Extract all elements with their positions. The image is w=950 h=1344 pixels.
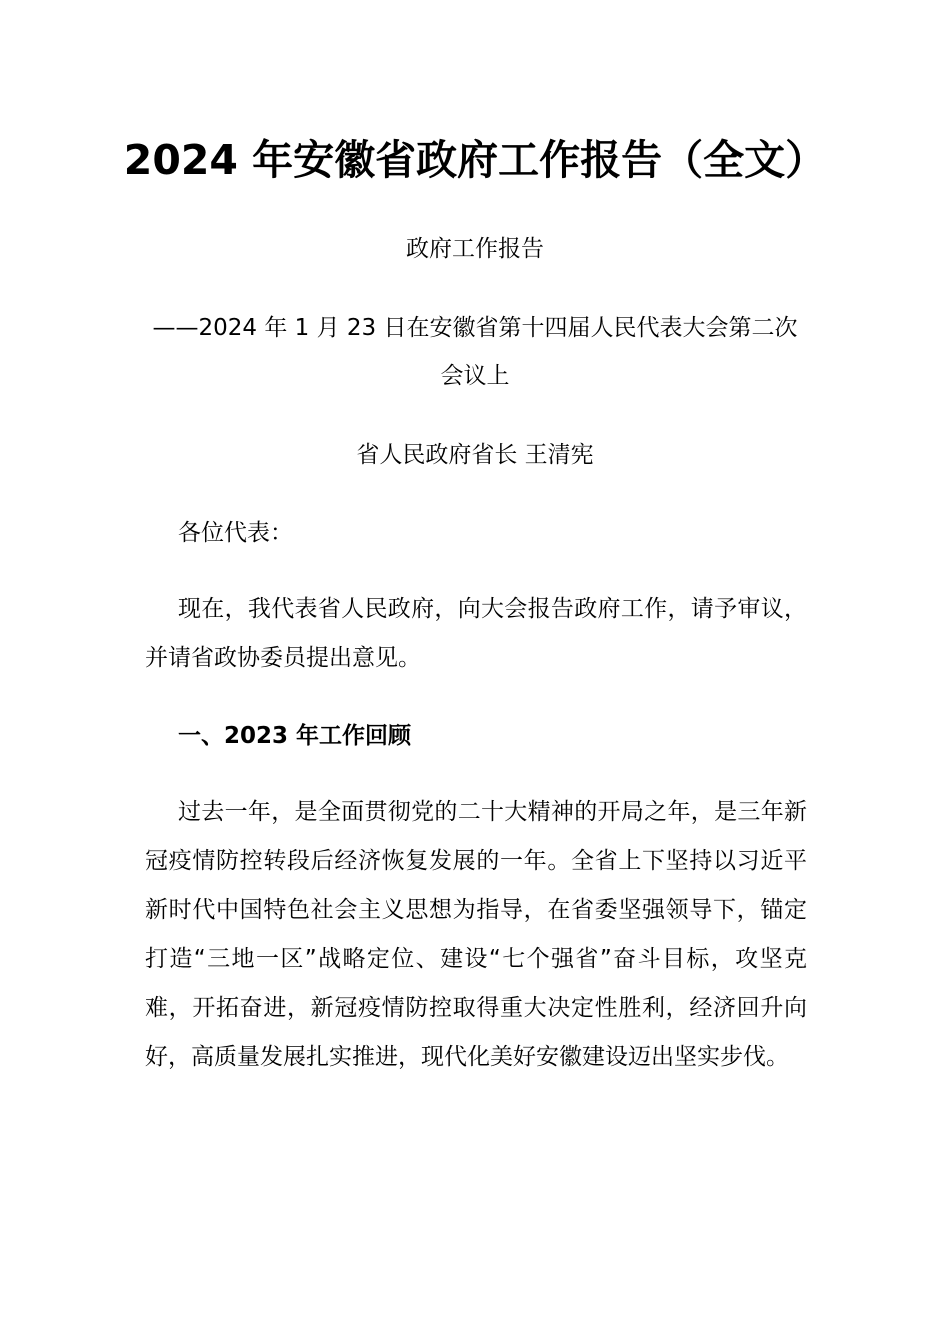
dateline-line-1: ——2024 年 1 月 23 日在安徽省第十四届人民代表大会第二次 [152,315,798,341]
document-title: 2024 年安徽省政府工作报告（全文） [123,136,827,184]
document-subtitle: 政府工作报告 [406,236,544,262]
review-paragraph: 过去一年，是全面贯彻党的二十大精神的开局之年，是三年新冠疫情防控转段后经济恢复发展的一年。全省上下坚持以习近平新时代中国特色社会主义思想为指导，在省委坚强领导下，锚定打造“三地一区”战略定位、建设“七个强省”奋斗目标，攻坚克难，开拓奋进，新冠疫情防控取得重大决定性胜利，经济回升向好，高质量发展扎实推进，现代化美好安徽建设迈出坚实步伐。 [145,799,807,1070]
greeting: 各位代表： [178,520,293,546]
author-line: 省人民政府省长 王清宪 [356,442,594,468]
section-heading: 一、2023 年工作回顾 [178,723,412,749]
dateline-line-2: 会议上 [440,363,510,389]
intro-paragraph: 现在，我代表省人民政府，向大会报告政府工作，请予审议，并请省政协委员提出意见。 [145,596,807,671]
